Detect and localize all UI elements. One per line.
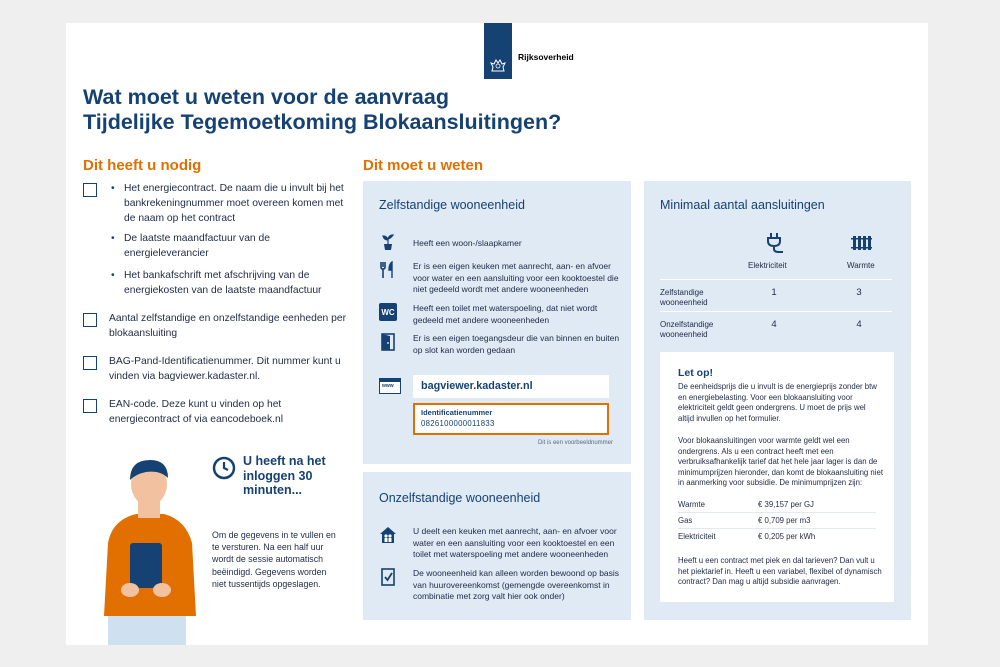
id-value: 0826100000011833	[421, 419, 495, 428]
panel-zelfstandig	[363, 181, 631, 464]
wc-icon: WC	[379, 303, 397, 321]
table-divider	[660, 311, 892, 312]
checkbox[interactable]	[83, 399, 97, 413]
panel-onzelfstandig	[363, 472, 631, 620]
example-note: Dit is een voorbeeldnummer	[537, 440, 613, 446]
panel-title: Zelfstandige wooneenheid	[379, 198, 525, 212]
checklist-text: Aantal zelfstandige en onzelfstandige eenheden per blokaansluiting	[109, 313, 347, 339]
panel-title: Minimaal aantal aansluitingen	[660, 198, 825, 212]
checklist-text: EAN-code. Deze kunt u vinden op het energiecontract of via eancodeboek.nl	[109, 399, 284, 425]
checkbox[interactable]	[83, 356, 97, 370]
notice-paragraph: Voor blokaansluitingen voor warmte geldt wel een ondergrens. Als u een contract heeft met een verbruiksafhankelijk tarief dat het hele jaar lager is dan de minimumprijzen hieronder, dan komt de blokaansluiting niet in aanmerking voor subsidie. De minimumprijzen zijn:	[678, 436, 883, 488]
price-name: Gas	[678, 516, 693, 525]
identification-number-box	[413, 403, 609, 435]
cell-value: 4	[856, 319, 862, 330]
plant-icon	[379, 233, 397, 251]
timer-body: Om de gegevens in te vullen en te versturen. Na een half uur wordt de sessie automatisch beëindigd. Gegevens worden niet tussentijds opgeslagen.	[212, 530, 336, 589]
row-label: Onzelfstandige wooneenheid	[660, 320, 714, 339]
infographic-sheet	[66, 23, 928, 645]
checkbox[interactable]	[83, 313, 97, 327]
price-name: Elektriciteit	[678, 532, 716, 541]
price-name: Warmte	[678, 500, 705, 509]
url-field[interactable]	[413, 375, 609, 398]
feature-text: Er is een eigen toegangsdeur die van binnen en buiten op slot kan worden gedaan	[413, 333, 620, 355]
feature-text: Er is een eigen keuken met aanrecht, aan- en afvoer voor water en een aansluiting voor een kooktoestel die niet gedeeld wordt met andere wooneenheden	[413, 261, 619, 294]
id-label: Identificatienummer	[421, 408, 493, 417]
feature-text: Heeft een toilet met waterspoeling, dat niet wordt gedeeld met andere wooneenheden	[413, 303, 598, 325]
cell-value: 3	[856, 287, 862, 298]
notice-paragraph: De eenheidsprijs die u invult is de energieprijs zonder btw en energiebelasting. Voor een blokaansluiting voor elektriciteit geldt geen ondergrens. U moet de prijs wel altijd invullen op het formulier.	[678, 382, 877, 423]
heading-needs: Dit heeft u nodig	[83, 157, 202, 174]
notice-box	[660, 352, 894, 602]
clock-icon	[212, 456, 236, 480]
cutlery-icon	[379, 261, 397, 279]
notice-title: Let op!	[678, 367, 713, 379]
house-people-icon	[379, 526, 397, 544]
radiator-icon	[850, 233, 872, 253]
feature-text: U deelt een keuken met aanrecht, aan- en afvoer voor water en een aansluiting voor een kooktoestel en een toilet met waterspoeling met andere wooneenheden	[413, 526, 617, 559]
list-item: • De laatste maandfactuur van de energieleverancier	[124, 231, 339, 261]
price-value: € 0,709 per m3	[758, 516, 811, 525]
panel-minimum-connections	[644, 181, 911, 620]
title-line-1: Wat moet u weten voor de aanvraag	[83, 85, 449, 109]
heading-know: Dit moet u weten	[363, 157, 484, 174]
row-label: Zelfstandige wooneenheid	[660, 288, 708, 307]
feature-text: Heeft een woon-/slaapkamer	[413, 238, 522, 248]
plug-icon	[765, 231, 785, 253]
web-icon	[379, 378, 401, 394]
checkbox[interactable]	[83, 183, 97, 197]
cell-value: 1	[771, 287, 777, 298]
panel-title: Onzelfstandige wooneenheid	[379, 491, 541, 505]
url-text: bagviewer.kadaster.nl	[421, 380, 533, 392]
logo-name: Rijksoverheid	[518, 52, 574, 62]
notice-paragraph: Heeft u een contract met piek en dal tarieven? Dan vult u het piektarief in. Heeft u een variabel, flexibel of dynamisch contract? Dan mag u altijd subsidie aanvragen.	[678, 556, 882, 587]
feature-text: De wooneenheid kan alleen worden bewoond op basis van huurovereenkomst (gemengde overeenkomst in combinatie met zorg valt hier ook onder)	[413, 568, 620, 601]
table-divider	[660, 279, 892, 280]
cell-value: 4	[771, 319, 777, 330]
list-item: • Het energiecontract. De naam die u invult bij het bankrekeningnummer moet overeen komen met de naam op het contract	[124, 181, 344, 226]
price-divider	[678, 528, 876, 529]
list-item: • Het bankafschrift met afschrijving van de energiekosten van de laatste maandfactuur	[124, 268, 339, 298]
title-line-2: Tijdelijke Tegemoetkoming Blokaansluitingen?	[83, 110, 562, 134]
column-label: Elektriciteit	[748, 261, 787, 270]
column-label: Warmte	[847, 261, 875, 270]
web-icon-label: www	[382, 383, 394, 389]
door-icon	[379, 333, 397, 351]
coat-of-arms-icon	[484, 23, 512, 79]
page-title	[83, 85, 643, 135]
checklist-text: BAG-Pand-Identificatienummer. Dit nummer kunt u vinden via bagviewer.kadaster.nl.	[109, 356, 341, 382]
document-check-icon	[379, 568, 397, 586]
price-value: € 0,205 per kWh	[758, 532, 816, 541]
person-with-tablet-illustration	[86, 448, 216, 645]
price-divider	[678, 512, 876, 513]
timer-heading: U heeft na het inloggen 30 minuten...	[243, 454, 326, 497]
price-value: € 39,157 per GJ	[758, 500, 814, 509]
